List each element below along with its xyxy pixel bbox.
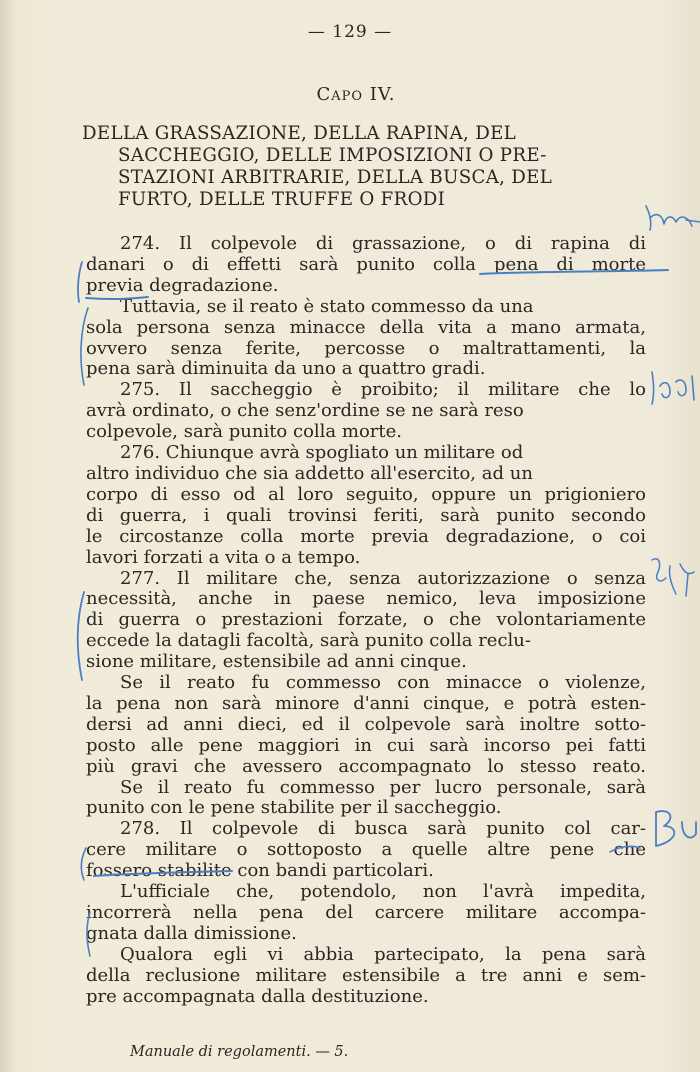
text-line: pre accompagnata dalla destituzione. xyxy=(86,985,429,1007)
text-line: lavori forzati a vita o a tempo. xyxy=(86,546,361,568)
text-line: avrà ordinato, o che senz'ordine se ne sarà reso xyxy=(86,400,524,422)
text-line: necessità, anche in paese nemico, leva imposizione xyxy=(86,588,646,610)
text-line: di guerra, i quali trovinsi feriti, sarà punito secondo xyxy=(86,504,646,526)
text-line: altro individuo che sia addetto all'esercito, ad un xyxy=(86,462,533,484)
text-line: eccede la datagli facoltà, sarà punito colla reclu- xyxy=(86,630,531,652)
text-line: pena sarà diminuita da uno a quattro gradi. xyxy=(86,358,486,380)
text-line: Se il reato fu commesso con minacce o violenze, xyxy=(120,672,646,694)
chapter-heading: Capo IV. xyxy=(316,84,396,105)
text-line: Se il reato fu commesso per lucro personale, sarà xyxy=(120,776,646,798)
page-number: — 129 — xyxy=(307,22,393,42)
text-line: più gravi che avessero accompagnato lo stesso reato. xyxy=(86,755,646,777)
text-line: di guerra o prestazioni forzate, o che volontariamente xyxy=(86,609,646,631)
text-line: fossero stabilite con bandi particolari. xyxy=(86,860,434,882)
underline-mark xyxy=(480,270,668,274)
text-line: Tuttavia, se il reato è stato commesso da una xyxy=(120,295,534,317)
title-line: DELLA GRASSAZIONE, DELLA RAPINA, DEL xyxy=(82,123,517,144)
title-line: FURTO, DELLE TRUFFE O FRODI xyxy=(118,189,446,210)
text-line: ovvero senza ferite, percosse o maltrattamenti, la xyxy=(86,337,646,359)
text-line: incorrerà nella pena del carcere militare accompa- xyxy=(86,902,646,923)
margin-bracket xyxy=(81,308,88,385)
page-footer: Manuale di regolamenti. — 5. xyxy=(130,1044,349,1060)
margin-scribble xyxy=(646,206,700,230)
margin-scribble xyxy=(652,559,694,596)
text-line: della reclusione militare estensibile a tre anni e sem- xyxy=(86,964,646,986)
text-line: L'ufficiale che, potendolo, non l'avrà impedita, xyxy=(120,881,646,903)
underline-mark xyxy=(610,846,640,852)
text-line: la pena non sarà minore d'anni cinque, e potrà esten- xyxy=(86,692,646,714)
text-line: punito con le pene stabilite per il saccheggio. xyxy=(86,797,502,819)
underline-mark xyxy=(86,297,148,299)
margin-bracket xyxy=(78,592,84,680)
title-line: STAZIONI ARBITRARIE, DELLA BUSCA, DEL xyxy=(118,167,553,188)
text-line: 278. Il colpevole di busca sarà punito col car- xyxy=(120,818,646,840)
margin-scribble xyxy=(656,811,696,846)
text-line: sione militare, estensibile ad anni cinque. xyxy=(86,651,467,673)
text-line: le circostanze colla morte previa degradazione, o coi xyxy=(86,525,646,547)
margin-bracket xyxy=(87,912,90,956)
margin-scribble xyxy=(652,372,694,404)
text-line: previa degradazione. xyxy=(86,274,279,296)
text-line: danari o di effetti sarà punito colla pena di morte xyxy=(86,253,646,275)
margin-bracket xyxy=(78,262,82,302)
text-line: gnata dalla dimissione. xyxy=(86,922,297,944)
text-line: 275. Il saccheggio è proibito; il militare che lo xyxy=(120,379,646,401)
underline-mark xyxy=(94,871,232,876)
margin-bracket xyxy=(81,848,86,880)
text-line: dersi ad anni dieci, ed il colpevole sarà inoltre sotto- xyxy=(86,713,646,735)
text-line: corpo di esso od al loro seguito, oppure un prigioniero xyxy=(86,483,646,505)
text-line: sola persona senza minacce della vita a mano armata, xyxy=(86,316,646,338)
title-line: SACCHEGGIO, DELLE IMPOSIZIONI O PRE- xyxy=(118,145,547,166)
text-line: 277. Il militare che, senza autorizzazione o senza xyxy=(120,567,646,589)
text-line: Qualora egli vi abbia partecipato, la pena sarà xyxy=(120,943,646,965)
text-line: colpevole, sarà punito colla morte. xyxy=(86,421,402,443)
text-line: 274. Il colpevole di grassazione, o di rapina di xyxy=(120,233,646,254)
text-line: 276. Chiunque avrà spogliato un militare od xyxy=(120,442,524,464)
text-line: cere militare o sottoposto a quelle altre pene che xyxy=(86,839,646,861)
text-line: posto alle pene maggiori in cui sarà incorso pei fatti xyxy=(86,734,646,756)
